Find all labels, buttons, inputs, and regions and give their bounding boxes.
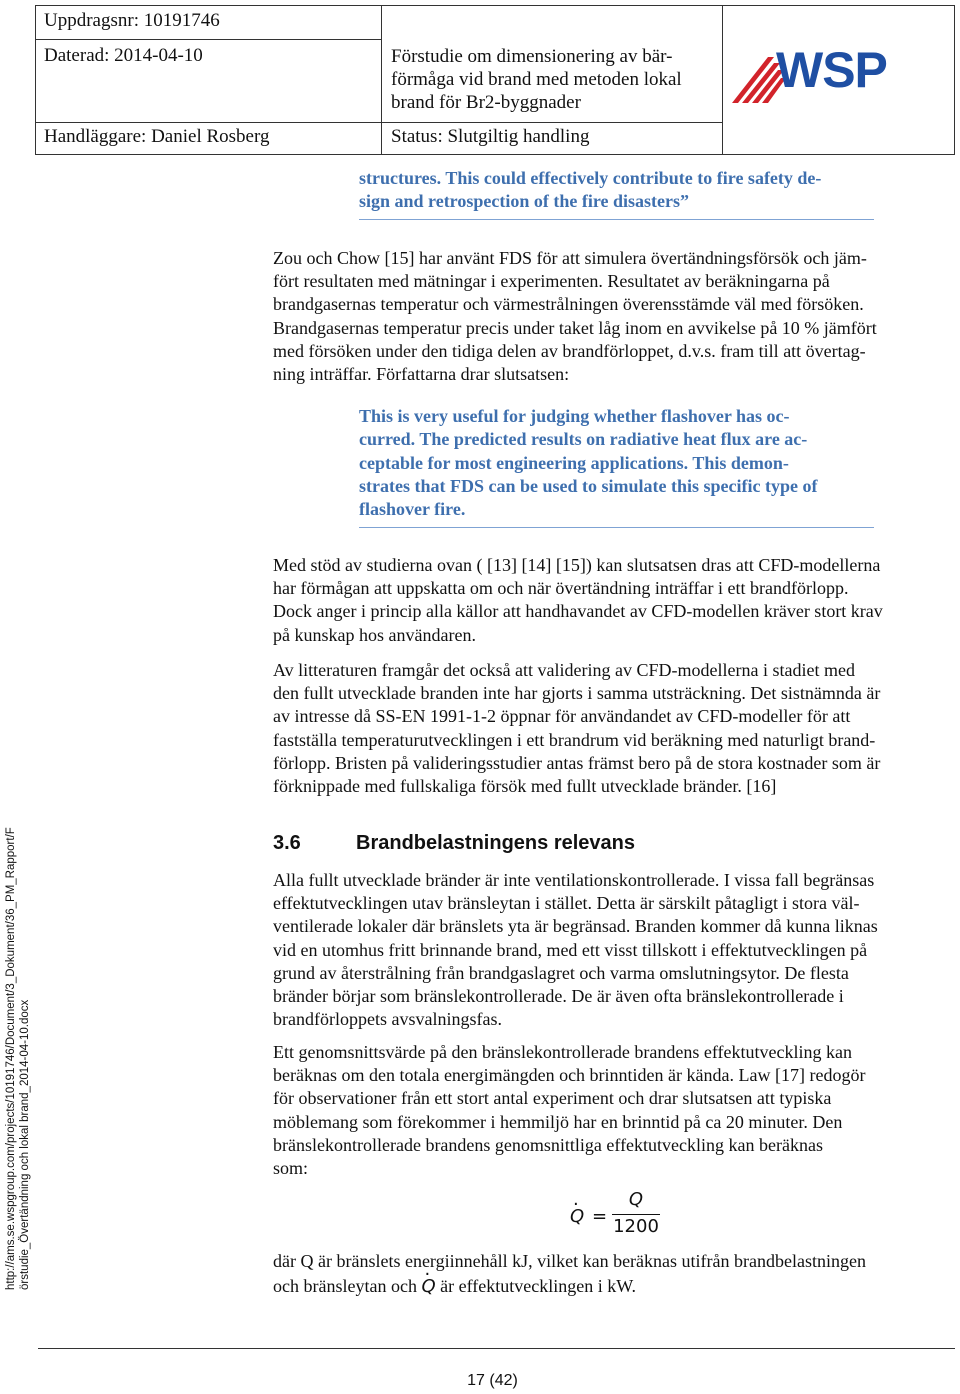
paragraph-zou-chow [273, 247, 955, 386]
section-number: 3.6 [273, 832, 301, 854]
q-dot-symbol: · Q [421, 1274, 435, 1299]
section-heading [273, 830, 635, 856]
footer-rule [38, 1348, 955, 1349]
text-line: med försöken under den tidiga delen av brandförloppet, d.v.s. fram till att övertag- [273, 340, 866, 361]
quote-line: This is very useful for judging whether flashover has oc- [359, 406, 790, 426]
paragraph-validation [273, 659, 955, 798]
wsp-logo [728, 35, 918, 107]
file-path-line-1: http://ams.se.wspgroup.com/projects/10191746/Document/3_Dokument/36_PM_Rapport/F [5, 827, 17, 1290]
logo-text: WSP [776, 42, 887, 98]
text-line: effektutvecklingen utav bränsleytan i stället. Detta är särskilt påtagligt i stora väl- [273, 893, 860, 914]
document-title-line-3: brand för Br2-byggnader [391, 92, 581, 113]
paragraph-fuel-controlled [273, 869, 955, 1031]
document-title-line-1: Förstudie om dimensionering av bär- [391, 46, 673, 67]
text-line: ventilerade lokaler där bränslets yta är begränsad. Branden kommer då kunna liknas [273, 916, 878, 937]
quote-line: flashover fire. [359, 499, 466, 520]
text-line [273, 1274, 955, 1299]
section-title: Brandbelastningens relevans [356, 832, 635, 854]
text-line: vid en utomhus fritt brinnande brand, med ett visst tillskott i effektutvecklingen på [273, 939, 868, 960]
file-path-line-2: örstudie_Övertändning och lokal brand_2014-04-10.docx [19, 999, 31, 1290]
quote-line: curred. The predicted results on radiative heat flux are ac- [359, 429, 808, 450]
text-line: fastställa temperaturutvecklingen i ett brandrum vid beräkning med naturligt brand- [273, 729, 876, 750]
text-line: förknippade med fullskaliga försök med fullt utvecklade bränder. [16] [273, 776, 777, 797]
text-line: brandförloppets avsvalningsfas. [273, 1009, 502, 1030]
page-number: 17 (42) [467, 1372, 518, 1389]
text-line: brandgasernas temperatur och värmestrålningen överensstämde väl med försöken. [273, 294, 864, 315]
quote-line: sign and retrospection of the fire disasters” [359, 191, 689, 212]
text-fragment: och bränsleytan och [273, 1276, 422, 1296]
text-line: beräknas om den totala energimängden och brinntiden är kända. Law [17] redogör [273, 1065, 866, 1086]
quote-rule [359, 527, 874, 528]
text-line: möblemang som förekommer i hemmiljö har en brinntid på ca 20 minuter. Den [273, 1111, 843, 1132]
text-line: grund av återstrålning från brandgaslagret och varma omslutningsytor. De flesta [273, 962, 849, 983]
text-line: Med stöd av studierna ovan ( [13] [14] [15]) kan slutsatsen dras att CFD-modellerna [273, 555, 881, 575]
quote-line: strates that FDS can be used to simulate this specific type of [359, 475, 818, 496]
text-line: Alla fullt utvecklade bränder är inte ventilationskontrollerade. I vissa fall begränsas [273, 870, 875, 890]
handlaggare: Handläggare: Daniel Rosberg [44, 126, 270, 147]
paragraph-cfd-conclusion [273, 554, 955, 647]
text-line: där Q är bränslets energiinnehåll kJ, vilket kan beräknas utifrån brandbelastningen [273, 1251, 866, 1271]
text-line: av intresse då SS-EN 1991-1-2 öppnar för användandet av CFD-modeller för att [273, 706, 851, 727]
text-line: Brandgasernas temperatur precis under taket låg inom en avvikelse på 10 % jämfört [273, 317, 877, 338]
text-line: Zou och Chow [15] har använt FDS för att simulera övertändningsförsök och jäm- [273, 248, 867, 268]
quote-line: structures. This could effectively contribute to fire safety de- [359, 168, 822, 188]
status: Status: Slutgiltig handling [391, 126, 590, 147]
paragraph-average-heat-release [273, 1041, 955, 1180]
quote-line: ceptable for most engineering applications. This demon- [359, 452, 789, 473]
text-fragment: är effektutvecklingen i kW. [435, 1276, 637, 1296]
text-line: bränder börjar som bränslekontrollerade. De är även ofta bränslekontrollerade i [273, 986, 844, 1007]
formula-lhs: · Q [570, 1206, 584, 1227]
daterad: Daterad: 2014-04-10 [44, 45, 203, 66]
text-line: fört resultaten med mätningar i experimenten. Resultatet av beräkningarna på [273, 271, 830, 292]
text-line: har förmågan att uppskatta om och när övertändning inträffar i ett brandförlopp. [273, 578, 849, 599]
text-line: för observationer från ett stort antal experiment och drar slutsatsen att typiska [273, 1088, 832, 1109]
formula-fraction [612, 1188, 660, 1239]
file-path-sidebar [4, 827, 32, 1290]
paragraph-formula-explanation [273, 1249, 955, 1299]
quote-rule [359, 219, 874, 220]
text-line: som: [273, 1158, 309, 1179]
document-title-line-2: förmåga vid brand med metoden lokal [391, 69, 682, 90]
text-line: bränslekontrollerade brandens genomsnittliga effektutveckling kan beräknas [273, 1134, 823, 1155]
formula-numerator: Q [628, 1189, 644, 1210]
text-line: på kunskap hos användaren. [273, 624, 476, 645]
text-line: Ett genomsnittsvärde på den bränslekontrollerade brandens effektutveckling kan [273, 1042, 852, 1062]
text-line: ning inträffar. Författarna drar slutsatsen: [273, 364, 570, 385]
document-header [35, 5, 955, 155]
text-line: Dock anger i princip alla källor att handhavandet av CFD-modellen kräver stort krav [273, 601, 883, 622]
formula-denominator: 1200 [613, 1216, 659, 1237]
uppdragsnr: Uppdragsnr: 10191746 [44, 10, 220, 31]
text-line: Av litteraturen framgår det också att validering av CFD-modellerna i stadiet med [273, 660, 855, 680]
quote-continued [359, 167, 874, 214]
quote-conclusion [359, 405, 874, 521]
text-line: förlopp. Bristen på valideringsstudier antas främst bero på de stora kostnader som är [273, 752, 881, 773]
text-line: den fullt utvecklade branden inte har gjorts i samma utsträckning. Det sistnämnda är [273, 683, 881, 704]
formula-equals: = [592, 1206, 608, 1227]
